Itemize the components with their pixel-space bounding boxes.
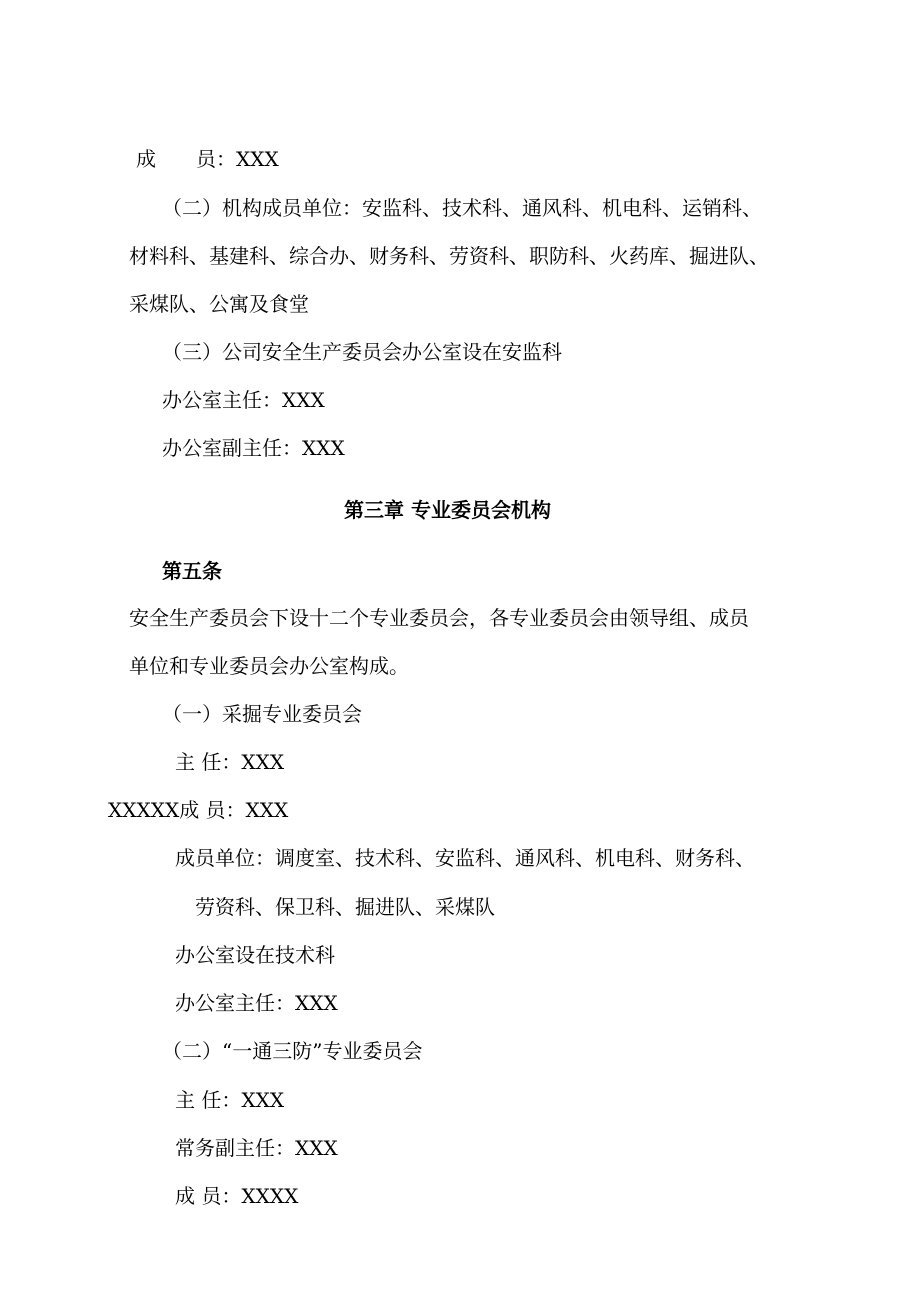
article-heading: 第五条 [162, 559, 222, 583]
chapter-heading: 第三章 专业委员会机构 [344, 498, 551, 522]
committee-2-members: 成 员：XXXX [175, 1184, 299, 1208]
member-line: 成 员：XXX [136, 147, 279, 171]
committee-2-executive-deputy: 常务副主任：XXX [175, 1136, 338, 1160]
committee-1-members: XXXXX成 员：XXX [108, 798, 289, 822]
committee-1-director: 主 任：XXX [175, 750, 285, 774]
committee-2-director: 主 任：XXX [175, 1088, 285, 1112]
office-location-line: （三）公司安全生产委员会办公室设在安监科 [162, 340, 562, 364]
office-deputy-director-line: 办公室副主任：XXX [162, 436, 345, 460]
article-body-line-1: 安全生产委员会下设十二个专业委员会，各专业委员会由领导组、成员 [129, 606, 749, 630]
member-units-line-3: 采煤队、公寓及食堂 [129, 292, 309, 316]
member-units-line-1: （二）机构成员单位：安监科、技术科、通风科、机电科、运销科、 [162, 196, 762, 220]
article-body-line-2: 单位和专业委员会办公室构成。 [129, 654, 409, 678]
committee-2-title: （二）“一通三防”专业委员会 [162, 1039, 423, 1063]
office-director-line: 办公室主任：XXX [162, 388, 325, 412]
committee-1-title: （一）采掘专业委员会 [162, 702, 362, 726]
member-units-line-2: 材料科、基建科、综合办、财务科、劳资科、职防科、火药库、掘进队、 [129, 244, 769, 268]
committee-1-office-director: 办公室主任：XXX [175, 991, 338, 1015]
committee-1-office-location: 办公室设在技术科 [175, 943, 335, 967]
committee-1-units-line-1: 成员单位：调度室、技术科、安监科、通风科、机电科、财务科、 [175, 846, 755, 870]
committee-1-units-line-2: 劳资科、保卫科、掘进队、采煤队 [195, 895, 495, 919]
